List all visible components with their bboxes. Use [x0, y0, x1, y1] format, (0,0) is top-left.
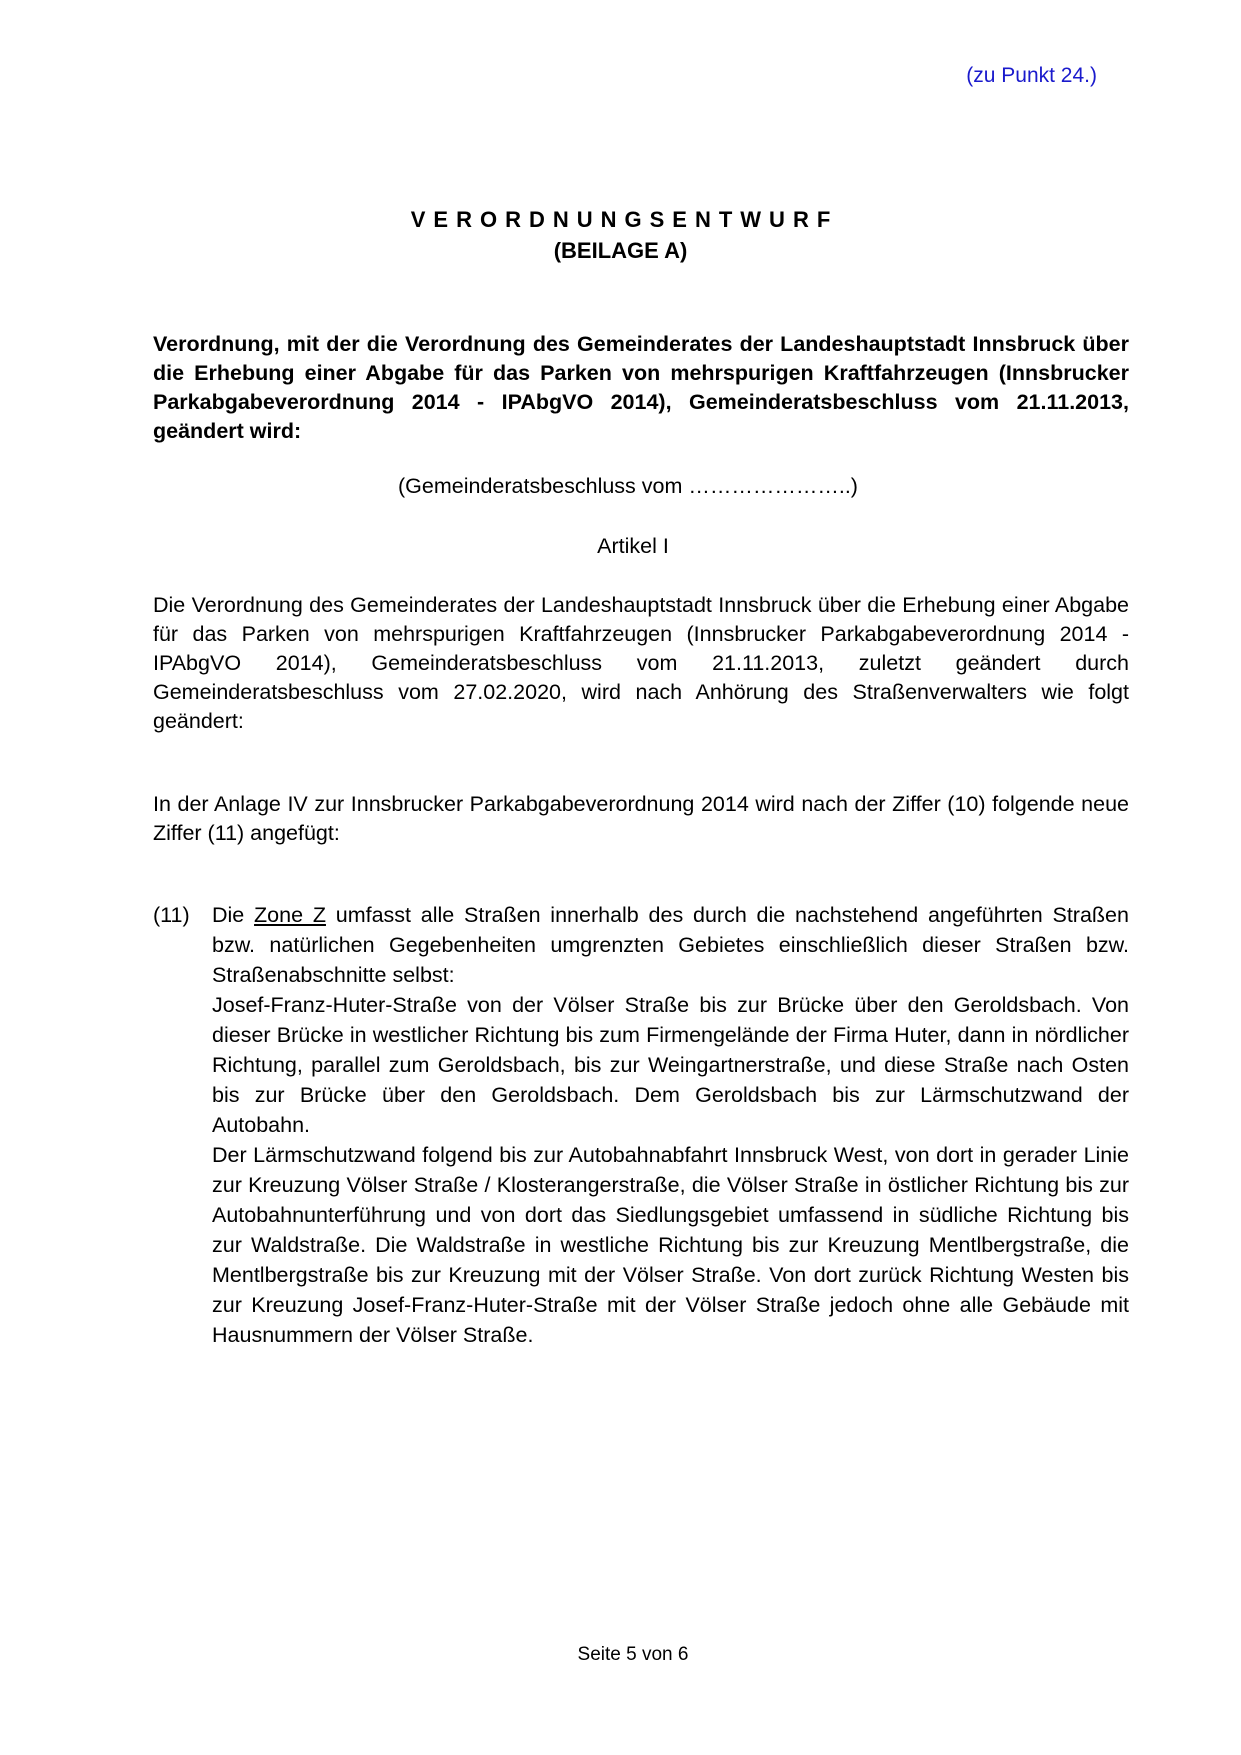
- item-number: (11): [153, 903, 190, 927]
- item-body: [212, 900, 1129, 1350]
- boundary-paragraph-2: Der Lärmschutzwand folgend bis zur Autobahnabfahrt Innsbruck West, von dort in gerader Linie zur Kreuzung Völser Straße / Klosterangerstraße, die Völser Straße in östlicher Richtung bis zur Autobahnunterführung und von dort das Siedlungsgebiet umfassend in südliche Richtung bis zur Waldstraße. Die Waldstraße in westliche Richtung bis zur Kreuzung Mentlbergstraße, die Mentlbergstraße bis zur Kreuzung mit der Völser Straße. Von dort zurück Richtung Westen bis zur Kreuzung Josef-Franz-Huter-Straße mit der Völser Straße jedoch ohne alle Gebäude mit Hausnummern der Völser Straße.: [212, 1143, 1129, 1347]
- change-paragraph: In der Anlage IV zur Innsbrucker Parkabgabeverordnung 2014 wird nach der Ziffer (10) folgende neue Ziffer (11) angefügt:: [153, 792, 1129, 845]
- resolution-line: (Gemeinderatsbeschluss vom …………………..): [398, 474, 858, 498]
- agenda-reference: (zu Punkt 24.): [966, 64, 1097, 87]
- numbered-item: [153, 900, 1129, 1350]
- item-prefix: Die: [212, 903, 245, 927]
- boundary-paragraph-1: Josef-Franz-Huter-Straße von der Völser Straße bis zur Brücke über den Geroldsbach. Von dieser Brücke in westlicher Richtung bis zum Firmengelände der Firma Huter, dann in nördlicher Richtung, parallel zum Geroldsbach, bis zur Weingartnerstraße, und diese Straße nach Osten bis zur Brücke über den Geroldsbach. Dem Geroldsbach bis zur Lärmschutzwand der Autobahn.: [212, 993, 1129, 1137]
- page-number: Seite 5 von 6: [577, 1644, 689, 1665]
- lead-paragraph: Verordnung, mit der die Verordnung des Gemeinderates der Landeshauptstadt Innsbruck über die Erhebung einer Abgabe für das Parken von mehrspurigen Kraftfahrzeugen (Innsbrucker Parkabgabeverordnung 2014 - IPAbgVO 2014), Gemeinderatsbeschluss vom 21.11.2013, geändert wird:: [153, 332, 1129, 443]
- document-subtitle: (BEILAGE A): [553, 238, 688, 263]
- document-title: VERORDNUNGSENTWURF: [410, 207, 839, 232]
- item-suffix: umfasst alle Straßen innerhalb des durch die nachstehend angeführten Straßen bzw. natürlichen Gegebenheiten umgrenzten Gebietes einschließlich dieser Straßen bzw. Straßenabschnitte selbst:: [212, 903, 1129, 987]
- article-heading: Artikel I: [597, 534, 669, 558]
- zone-name: Zone Z: [254, 903, 326, 927]
- item-definition: [212, 900, 1129, 990]
- intro-paragraph: Die Verordnung des Gemeinderates der Landeshauptstadt Innsbruck über die Erhebung einer Abgabe für das Parken von mehrspurigen Kraftfahrzeugen (Innsbrucker Parkabgabeverordnung 2014 - IPAbgVO 2014), Gemeinderatsbeschluss vom 21.11.2013, zuletzt geändert durch Gemeinderatsbeschluss vom 27.02.2020, wird nach Anhörung des Straßenverwalters wie folgt geändert:: [153, 593, 1129, 733]
